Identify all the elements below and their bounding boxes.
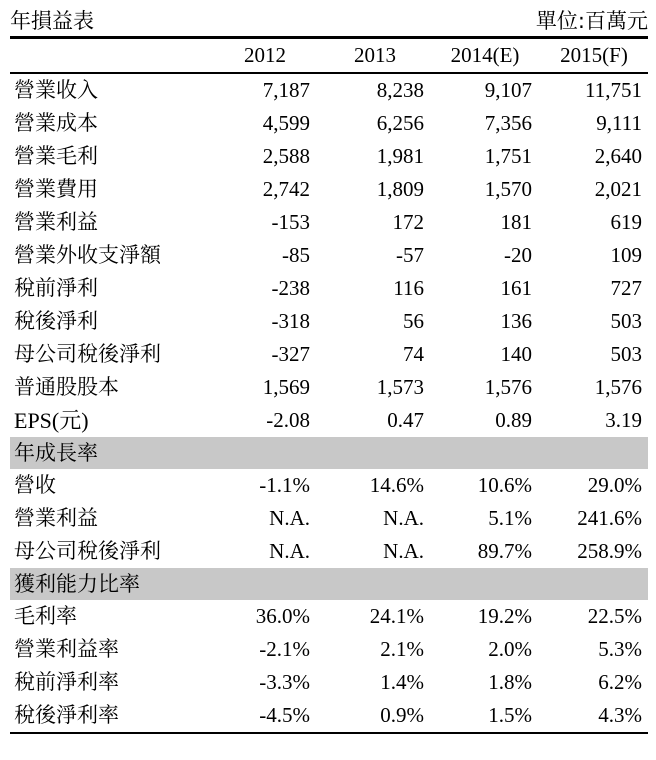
value-cell: 161 [500, 276, 532, 300]
header-row [10, 39, 648, 73]
year-header: 2015(F) [560, 43, 628, 67]
table-row [10, 338, 648, 371]
value-cell: 116 [393, 276, 424, 300]
value-cell: 19.2% [477, 604, 532, 628]
value-cell: 6.2% [598, 670, 642, 694]
table-row [10, 239, 648, 272]
value-cell: -20 [504, 243, 532, 267]
value-cell: 56 [403, 309, 424, 333]
table-row [10, 73, 648, 107]
value-cell: -2.1% [259, 637, 310, 661]
value-cell: 109 [610, 243, 642, 267]
table-row [10, 600, 648, 633]
value-cell: 7,356 [484, 111, 532, 135]
row-label: 毛利率 [14, 604, 77, 628]
table-row [10, 272, 648, 305]
table-row [10, 140, 648, 173]
section-title: 獲利能力比率 [10, 568, 648, 600]
table-row [10, 404, 648, 437]
value-cell: 29.0% [587, 473, 642, 497]
row-label: EPS(元) [14, 408, 89, 433]
value-cell: 7,187 [210, 73, 320, 107]
value-cell: -318 [271, 309, 310, 333]
value-cell: 1,576 [484, 375, 532, 399]
value-cell: 24.1% [369, 604, 424, 628]
value-cell: 0.89 [495, 408, 532, 432]
value-cell: 22.5% [587, 604, 642, 628]
value-cell: 503 [610, 309, 642, 333]
table-row [10, 469, 648, 502]
value-cell: 0.47 [387, 408, 424, 432]
header-label-cell [10, 39, 210, 73]
value-cell: 3.19 [605, 408, 642, 432]
value-cell: 2,640 [594, 144, 642, 168]
value-cell: N.A. [269, 539, 310, 563]
value-cell: 14.6% [369, 473, 424, 497]
value-cell: 2.1% [380, 637, 424, 661]
value-cell: 1,751 [484, 144, 532, 168]
value-cell: -85 [282, 243, 310, 267]
table-row [10, 535, 648, 568]
value-cell: 2.0% [488, 637, 532, 661]
value-cell: 258.9% [577, 539, 642, 563]
section-header [10, 437, 648, 469]
row-label: 營收 [14, 473, 56, 497]
value-cell: 1.5% [430, 699, 540, 733]
value-cell: 140 [500, 342, 532, 366]
row-label: 稅後淨利率 [10, 699, 210, 733]
value-cell: 1,570 [484, 177, 532, 201]
value-cell: 5.1% [488, 506, 532, 530]
value-cell: 503 [610, 342, 642, 366]
row-label: 營業費用 [14, 177, 98, 201]
value-cell: 727 [610, 276, 642, 300]
row-label: 營業利益 [14, 210, 98, 234]
table-row [10, 633, 648, 666]
row-label: 營業毛利 [14, 144, 98, 168]
value-cell: -327 [271, 342, 310, 366]
table-row [10, 371, 648, 404]
value-cell: 1.4% [380, 670, 424, 694]
value-cell: 6,256 [376, 111, 424, 135]
row-label: 營業收入 [10, 73, 210, 107]
value-cell: 4.3% [540, 699, 648, 733]
value-cell: 89.7% [477, 539, 532, 563]
value-cell: -57 [396, 243, 424, 267]
year-header: 2013 [354, 43, 396, 67]
value-cell: 172 [392, 210, 424, 234]
row-label: 稅前淨利率 [14, 670, 119, 694]
value-cell: -3.3% [259, 670, 310, 694]
row-label: 營業外收支淨額 [14, 243, 161, 267]
value-cell: -2.08 [266, 408, 310, 432]
year-header: 2012 [244, 43, 286, 67]
value-cell: 241.6% [577, 506, 642, 530]
value-cell: -4.5% [210, 699, 320, 733]
table-row [10, 305, 648, 338]
row-label: 營業成本 [14, 111, 98, 135]
value-cell: -1.1% [259, 473, 310, 497]
value-cell: 10.6% [477, 473, 532, 497]
value-cell: 1,569 [262, 375, 310, 399]
table-row [10, 502, 648, 535]
table-row [10, 206, 648, 239]
table-title: 年損益表 [10, 9, 94, 33]
year-header: 2014(E) [450, 43, 520, 67]
table-row [10, 666, 648, 699]
value-cell: 11,751 [540, 73, 648, 107]
table-row [10, 699, 648, 733]
value-cell: 1,809 [376, 177, 424, 201]
table-row [10, 173, 648, 206]
financial-table [10, 39, 648, 734]
row-label: 母公司稅後淨利 [14, 342, 161, 366]
value-cell: 1,576 [594, 375, 642, 399]
value-cell: 2,588 [262, 144, 310, 168]
value-cell: 181 [500, 210, 532, 234]
value-cell: -238 [271, 276, 310, 300]
value-cell: N.A. [383, 539, 424, 563]
value-cell: 1,573 [376, 375, 424, 399]
value-cell: 1.8% [488, 670, 532, 694]
value-cell: 4,599 [262, 111, 310, 135]
value-cell: 2,742 [262, 177, 310, 201]
row-label: 普通股股本 [14, 375, 119, 399]
row-label: 營業利益 [14, 506, 98, 530]
value-cell: N.A. [383, 506, 424, 530]
row-label: 營業利益率 [14, 637, 119, 661]
value-cell: 0.9% [320, 699, 430, 733]
value-cell: 1,981 [376, 144, 424, 168]
value-cell: N.A. [269, 506, 310, 530]
income-statement [10, 6, 648, 734]
row-label: 稅前淨利 [14, 276, 98, 300]
title-bar [10, 6, 648, 36]
value-cell: 9,107 [430, 73, 540, 107]
row-label: 母公司稅後淨利 [14, 539, 161, 563]
value-cell: 74 [403, 342, 424, 366]
unit-label: 單位:百萬元 [535, 9, 648, 33]
value-cell: 8,238 [320, 73, 430, 107]
section-header [10, 568, 648, 600]
value-cell: 2,021 [594, 177, 642, 201]
value-cell: -153 [271, 210, 310, 234]
value-cell: 5.3% [598, 637, 642, 661]
value-cell: 36.0% [255, 604, 310, 628]
table-row [10, 107, 648, 140]
value-cell: 136 [500, 309, 532, 333]
section-title: 年成長率 [10, 437, 648, 469]
value-cell: 9,111 [596, 111, 642, 135]
value-cell: 619 [610, 210, 642, 234]
row-label: 稅後淨利 [14, 309, 98, 333]
